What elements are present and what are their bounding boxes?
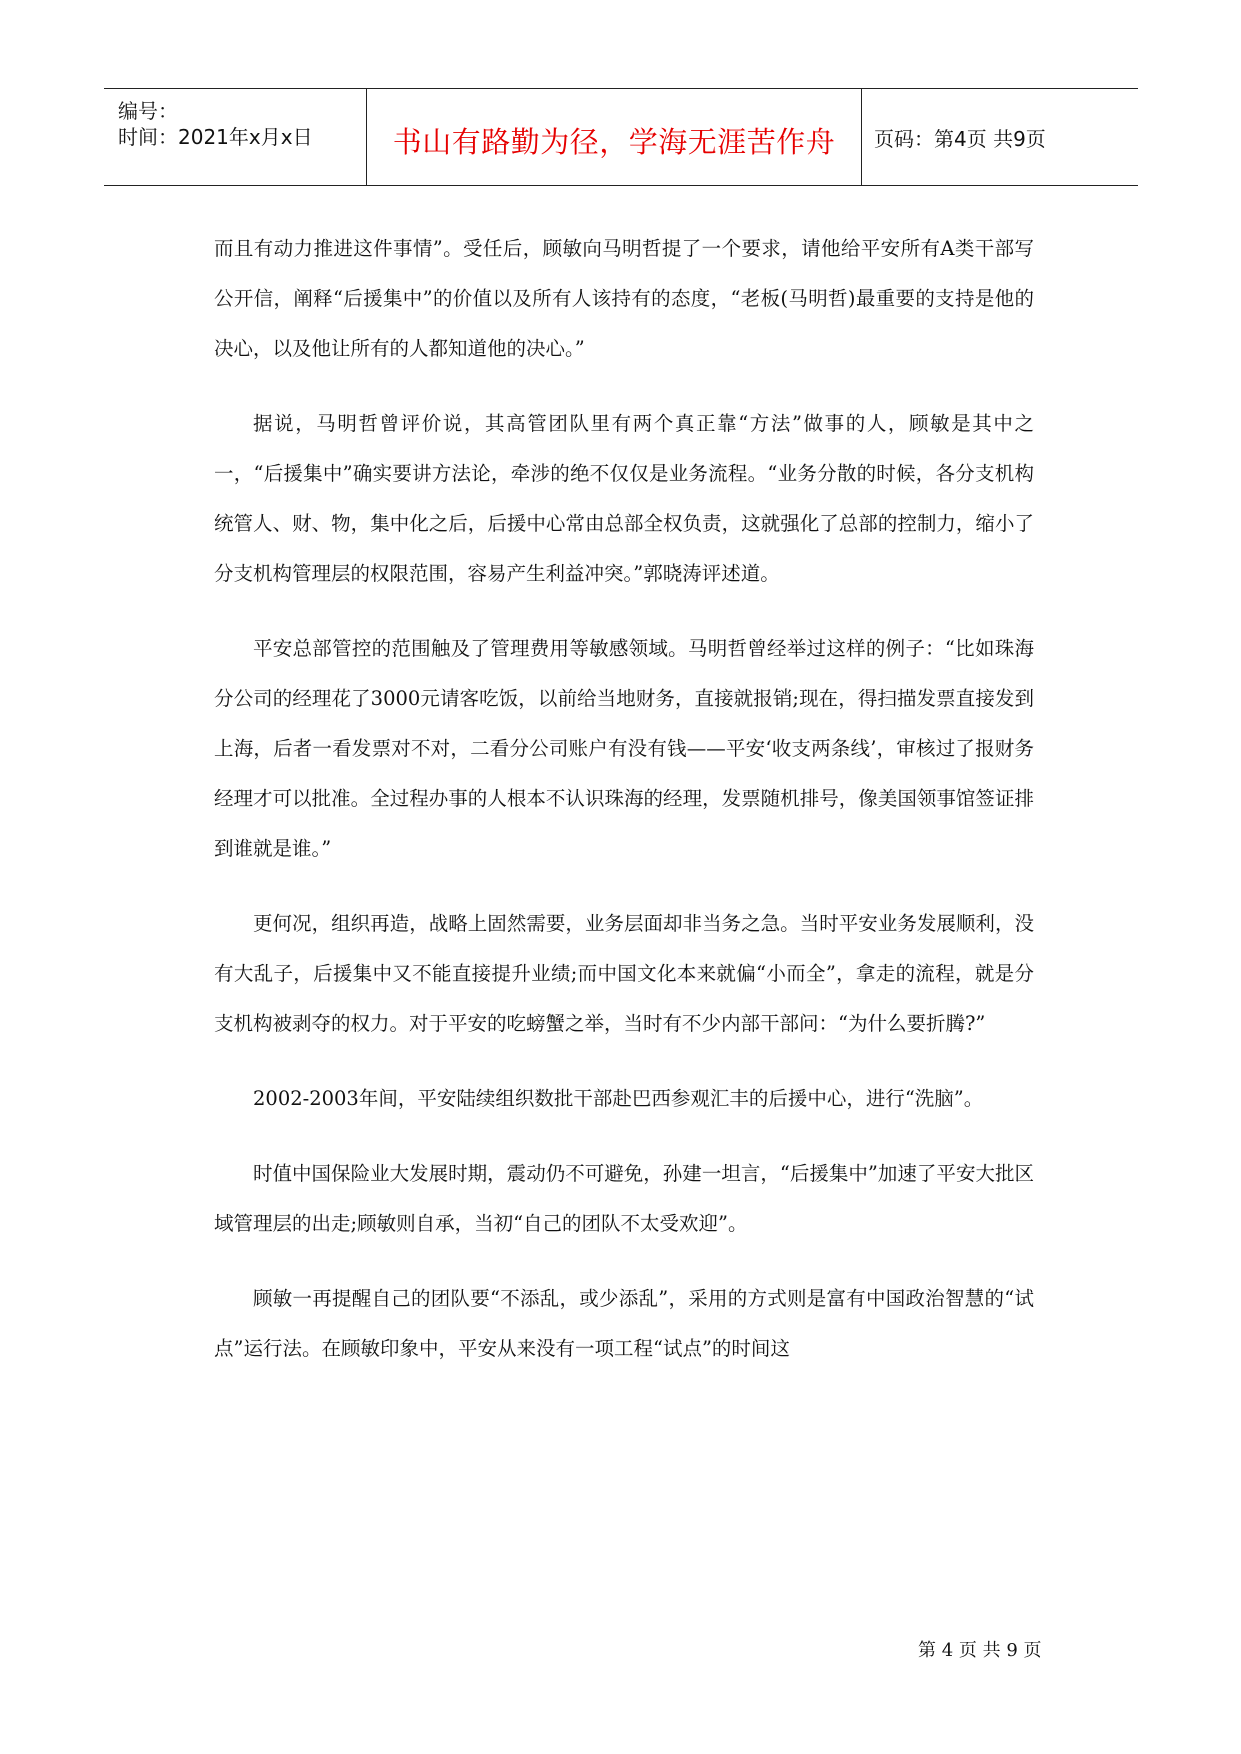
- header-motto-cell: [366, 89, 862, 185]
- paragraph: 时值中国保险业大发展时期，震动仍不可避免，孙建一坦言，“后援集中”加速了平安大批区域管理层的出走;顾敏则自承，当初“自己的团队不太受欢迎”。: [214, 1162, 1034, 1235]
- paragraph: 平安总部管控的范围触及了管理费用等敏感领域。马明哲曾经举过这样的例子：“比如珠海分公司的经理花了3000元请客吃饭，以前给当地财务，直接就报销;现在，得扫描发票直接发到上海，后者一看发票对不对，二看分公司账户有没有钱——平安‘收支两条线’，审核过了报财务经理才可以批准。全过程办事的人根本不认识珠海的经理，发票随机排号，像美国领事馆签证排到谁就是谁。”: [214, 637, 1034, 860]
- paragraph: 顾敏一再提醒自己的团队要“不添乱，或少添乱”，采用的方式则是富有中国政治智慧的“试点”运行法。在顾敏印象中，平安从来没有一项工程“试点”的时间这: [214, 1287, 1034, 1360]
- header-motto: 书山有路勤为径，学海无涯苦作舟: [392, 125, 836, 159]
- document-body: [214, 224, 1034, 1399]
- document-number-label: 编号：: [118, 99, 178, 123]
- header-page-info: 页码：第4页 共9页: [874, 127, 1046, 151]
- paragraph: 2002-2003年间，平安陆续组织数批干部赴巴西参观汇丰的后援中心，进行“洗脑”。: [253, 1087, 984, 1110]
- paragraph: 更何况，组织再造，战略上固然需要，业务层面却非当务之急。当时平安业务发展顺利，没有大乱子，后援集中又不能直接提升业绩;而中国文化本来就偏“小而全”，拿走的流程，就是分支机构被剥夺的权力。对于平安的吃螃蟹之举，当时有不少内部干部问：“为什么要折腾?”: [214, 912, 1034, 1035]
- page-header: [104, 88, 1138, 186]
- paragraph: 据说，马明哲曾评价说，其高管团队里有两个真正靠“方法”做事的人，顾敏是其中之一，“后援集中”确实要讲方法论，牵涉的绝不仅仅是业务流程。“业务分散的时候，各分支机构统管人、财、物，集中化之后，后援中心常由总部全权负责，这就强化了总部的控制力，缩小了分支机构管理层的权限范围，容易产生利益冲突。”郭晓涛评述道。: [214, 412, 1034, 585]
- document-time-label: 时间：2021年x月x日: [118, 125, 313, 149]
- paragraph: 而且有动力推进这件事情”。受任后，顾敏向马明哲提了一个要求，请他给平安所有A类干部写公开信，阐释“后援集中”的价值以及所有人该持有的态度，“老板(马明哲)最重要的支持是他的决心，以及他让所有的人都知道他的决心。”: [214, 237, 1034, 360]
- header-meta-cell: [104, 89, 366, 185]
- page-footer-number: 第 4 页 共 9 页: [918, 1640, 1042, 1661]
- header-page-cell: [862, 89, 1138, 185]
